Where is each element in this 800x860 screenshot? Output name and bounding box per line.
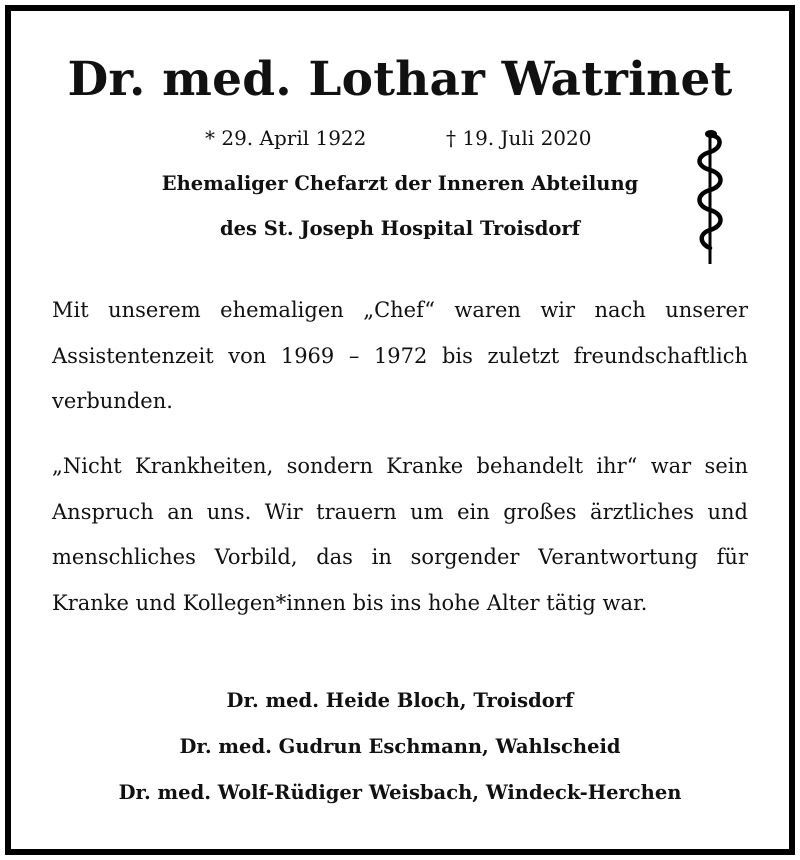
- deceased-name: Dr. med. Lothar Watrinet: [67, 52, 733, 107]
- signer-1: Dr. med. Heide Bloch, Troisdorf: [226, 689, 574, 712]
- signers-list: [0, 678, 800, 816]
- rod-of-asclepius-icon: [688, 128, 732, 266]
- signer-2: Dr. med. Gudrun Eschmann, Wahlscheid: [179, 735, 621, 758]
- signer-3: Dr. med. Wolf-Rüdiger Weisbach, Windeck-Herchen: [118, 781, 682, 804]
- death-date: † 19. Juli 2020: [446, 126, 592, 150]
- paragraph-2: „Nicht Krankheiten, sondern Kranke behandelt ihr“ war sein Anspruch an uns. Wir trauern um ein großes ärztliches und menschliches Vorbild, das in sorgender Verantwortung für Kranke und Kollegen*innen bis ins hohe Alter tätig war.: [52, 454, 748, 615]
- birth-date: * 29. April 1922: [205, 126, 367, 150]
- position-line-2: des St. Joseph Hospital Troisdorf: [219, 217, 581, 240]
- paragraph-1: Mit unserem ehemaligen „Chef“ waren wir nach unserer Assistentenzeit von 1969 – 1972 bis zuletzt freundschaftlich verbunden.: [52, 298, 748, 413]
- position-line-1: Ehemaliger Chefarzt der Inneren Abteilung: [161, 172, 639, 195]
- life-dates: [0, 126, 800, 156]
